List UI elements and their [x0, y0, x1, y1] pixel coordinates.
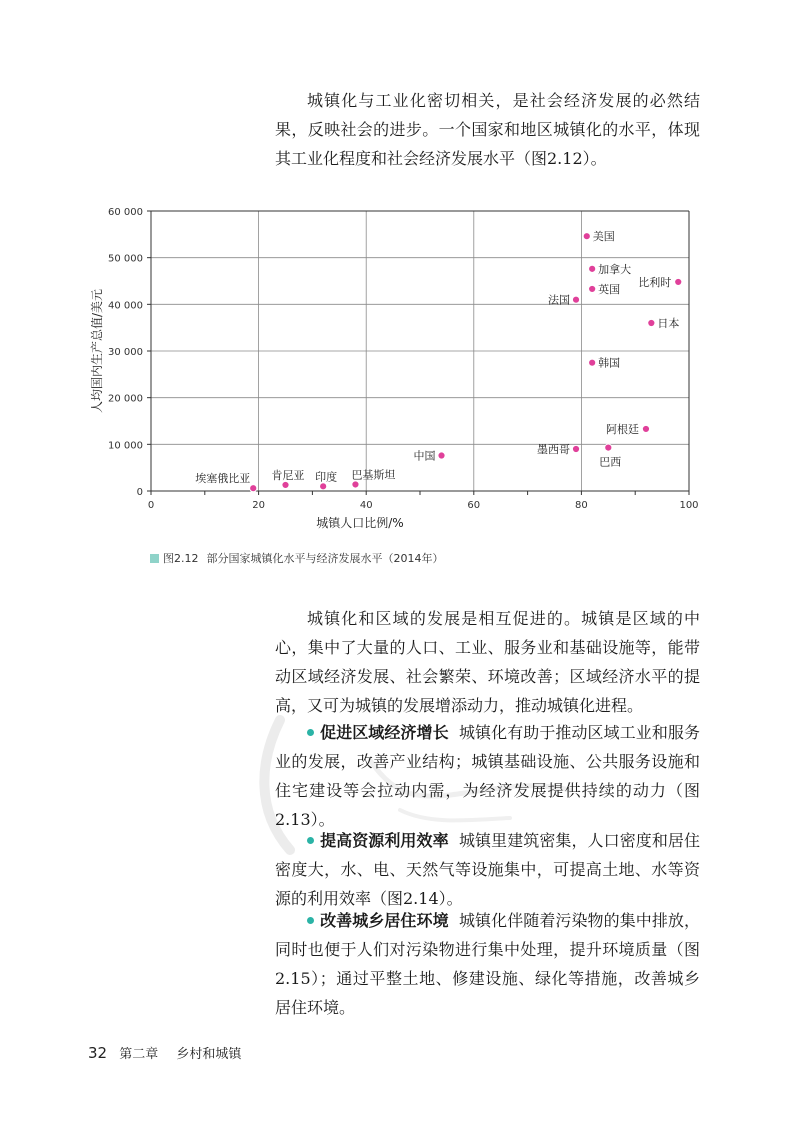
- x-tick-label: 100: [679, 500, 699, 511]
- point-label: 印度: [315, 470, 338, 484]
- data-point: [282, 481, 289, 488]
- y-axis-label: 人均国内生产总值/美元: [90, 288, 104, 414]
- point-label: 阿根廷: [605, 422, 639, 436]
- data-point: [605, 444, 612, 451]
- caption-text: 部分国家城镇化水平与经济发展水平（2014年）: [206, 552, 444, 565]
- point-label: 中国: [413, 449, 436, 463]
- chapter-title: 乡村和城镇: [176, 1047, 242, 1062]
- point-label: 加拿大: [598, 262, 632, 276]
- bullet-economic-growth: [275, 718, 700, 834]
- point-label: 美国: [592, 230, 615, 244]
- x-tick-label: 80: [575, 500, 588, 511]
- data-point: [648, 319, 655, 326]
- page-footer: [88, 1043, 241, 1062]
- data-point: [250, 485, 257, 492]
- bullet-body: 城镇里建筑密集，人口密度和居住密度大，水、电、天然气等设施集中，可提高土地、水等资源的利用效率（图2.14）。: [275, 831, 700, 908]
- bullet-living-environment: [275, 906, 700, 1022]
- x-tick-label: 40: [359, 500, 373, 511]
- figure-caption: [150, 550, 444, 566]
- point-label: 日本: [657, 317, 680, 330]
- point-label: 英国: [598, 282, 621, 296]
- data-point: [589, 265, 596, 272]
- point-label: 法国: [548, 293, 571, 307]
- data-point: [642, 425, 649, 432]
- data-point: [438, 452, 445, 459]
- chapter-number: 第二章: [119, 1047, 159, 1062]
- y-tick-label: 20 000: [108, 393, 143, 405]
- point-label: 巴西: [599, 455, 622, 469]
- x-tick-label: 0: [147, 500, 155, 511]
- data-point: [675, 278, 682, 285]
- point-label: 韩国: [598, 356, 621, 370]
- bullet-dot-icon: [307, 837, 314, 844]
- y-tick-label: 30 000: [108, 347, 143, 358]
- scatter-plot: [85, 195, 705, 535]
- bullet-resource-efficiency: [275, 826, 700, 913]
- bullet-title: 提高资源利用效率: [320, 831, 449, 850]
- data-point: [352, 481, 359, 488]
- body-paragraph: 城镇化和区域的发展是相互促进的。城镇是区域的中心，集中了大量的人口、工业、服务业和基础设施等，能带动区域经济发展、社会繁荣、环境改善；区域经济水平的提高，又可为城镇的发展增添动力，推动城镇化进程。: [275, 609, 700, 715]
- x-tick-label: 60: [467, 500, 481, 511]
- bullet-body: 城镇化有助于推动区域工业和服务业的发展，改善产业结构；城镇基础设施、公共服务设施和住宅建设等会拉动内需，为经济发展提供持续的动力（图2.13）。: [275, 723, 700, 829]
- intro-paragraph: 城镇化与工业化密切相关，是社会经济发展的必然结果，反映社会的进步。一个国家和地区城镇化的水平，体现其工业化程度和社会经济发展水平（图2.12）。: [275, 91, 700, 168]
- caption-marker-icon: [150, 554, 159, 563]
- y-tick-label: 50 000: [108, 253, 143, 265]
- caption-label: 图2.12: [163, 552, 199, 565]
- y-tick-label: 60 000: [108, 207, 143, 218]
- x-tick-label: 20: [252, 500, 265, 511]
- data-point: [583, 233, 590, 240]
- data-point: [320, 483, 327, 490]
- bullet-title: 促进区域经济增长: [320, 723, 449, 742]
- point-label: 肯尼亚: [271, 468, 305, 482]
- urbanization-gdp-chart: [85, 195, 705, 535]
- point-label: 墨西哥: [537, 443, 571, 456]
- x-tick-labels: [148, 500, 699, 511]
- point-label: 埃塞俄比亚: [195, 472, 251, 486]
- bullet-dot-icon: [307, 729, 314, 736]
- bullet-body: 城镇化伴随着污染物的集中排放，同时也便于人们对污染物进行集中处理，提升环境质量（图2.15）；通过平整土地、修建设施、绿化等措施，改善城乡居住环境。: [275, 911, 700, 1017]
- bullet-title: 改善城乡居住环境: [320, 911, 449, 930]
- data-point: [572, 445, 579, 452]
- data-point: [589, 285, 596, 292]
- data-point: [572, 296, 579, 303]
- y-tick-labels: [108, 207, 143, 498]
- y-tick-label: 10 000: [108, 440, 143, 452]
- point-label: 比利时: [638, 275, 672, 289]
- bullet-dot-icon: [307, 917, 314, 924]
- page-number: 32: [88, 1044, 108, 1062]
- data-point: [589, 359, 596, 366]
- y-tick-label: 0: [136, 487, 143, 498]
- point-label: 巴基斯坦: [351, 468, 396, 482]
- x-axis-label: 城镇人口比例/%: [316, 516, 404, 530]
- y-tick-label: 40 000: [108, 300, 143, 312]
